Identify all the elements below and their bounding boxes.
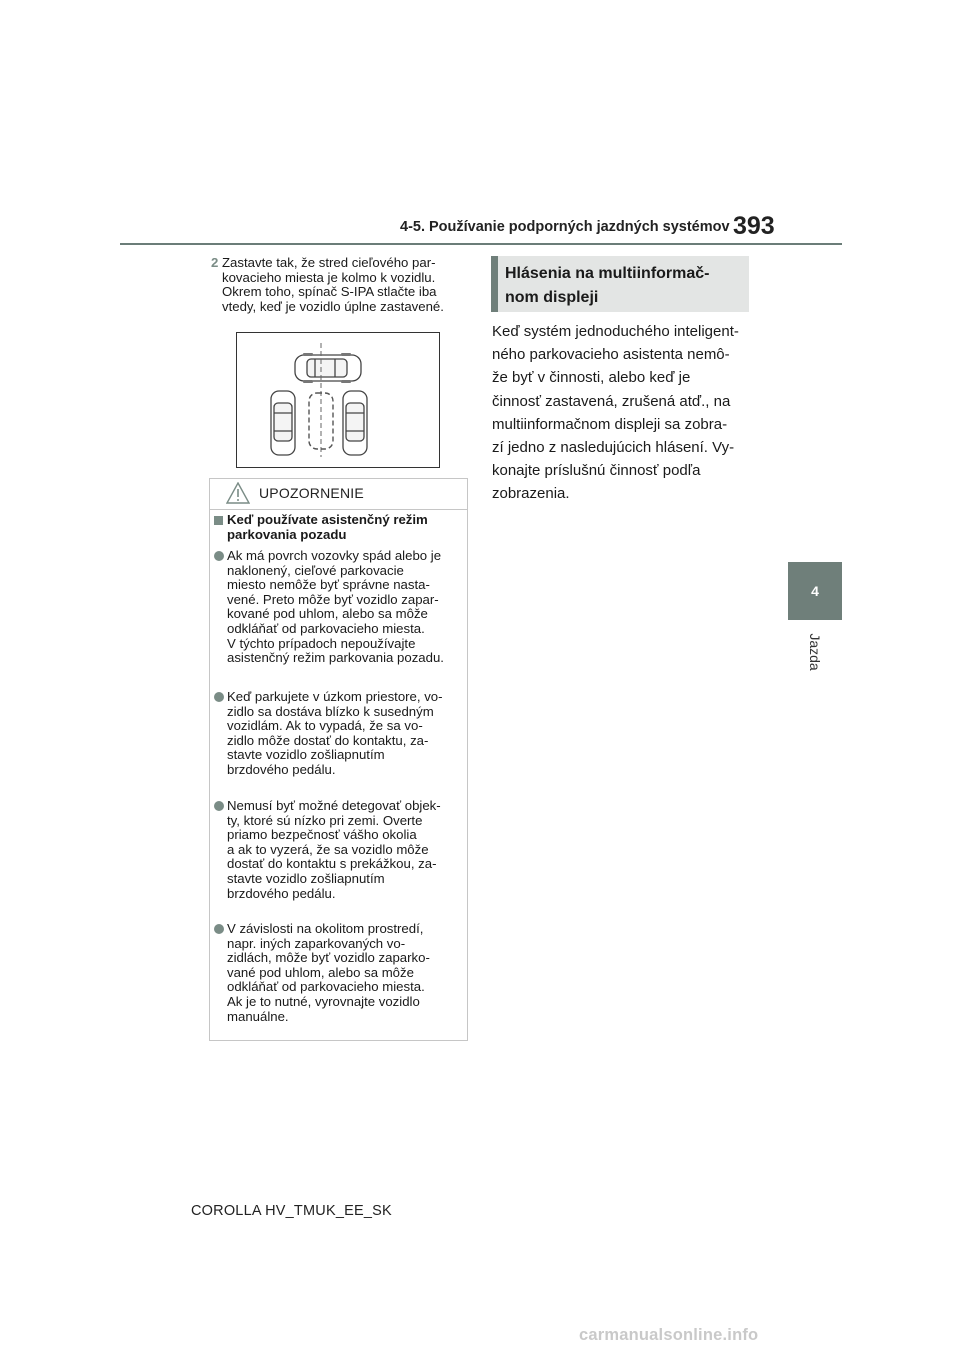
warning-divider	[210, 509, 467, 510]
subheading-line: Keď používate asistenčný režim	[227, 512, 428, 527]
bullet-line: brzdového pedálu.	[227, 885, 336, 901]
body-line: činnosť zastavená, zrušená atď., na	[492, 392, 731, 410]
parked-car-right-icon	[343, 391, 367, 455]
body-line: multiinformačnom displeji sa zobra-	[492, 415, 728, 433]
bullet-line: vané pod uhlom, alebo sa môže	[227, 964, 414, 980]
step-line: Okrem toho, spínač S-IPA stlačte iba	[222, 284, 437, 300]
parking-diagram-svg	[237, 333, 438, 466]
bullet-line: stavte vozidlo zošliapnutím	[227, 870, 385, 886]
header-rule	[120, 243, 842, 245]
body-line: zí jedno z nasledujúcich hlásení. Vy-	[492, 439, 735, 457]
own-car-icon	[295, 353, 361, 383]
step-line: Zastavte tak, že stred cieľového par-	[222, 255, 436, 270]
subheading-line: parkovania pozadu	[227, 526, 347, 542]
chapter-tab: 4	[788, 562, 842, 620]
section-heading	[505, 262, 745, 310]
bullet-line: miesto nemôže byť správne nasta-	[227, 577, 430, 593]
bullet-line: a ak to vyzerá, že sa vozidlo môže	[227, 841, 429, 857]
bullet-line: priamo bezpečnosť vášho okolia	[227, 827, 417, 843]
bullet-line: Ak je to nutné, vyrovnajte vozidlo	[227, 993, 420, 1009]
step-text	[222, 256, 477, 314]
body-line: zobrazenia.	[492, 485, 570, 503]
bullet-line: asistenčný režim parkovania pozadu.	[227, 650, 444, 666]
bullet-line: ty, ktoré sú nízko pri zemi. Overte	[227, 812, 423, 828]
step-line: vtedy, keď je vozidlo úplne zastavené.	[222, 298, 444, 314]
bullet-dot-icon	[214, 692, 224, 702]
bullet-line: vené. Preto môže byť vozidlo zapar-	[227, 591, 439, 607]
bullet-line: naklonený, cieľové parkovacie	[227, 562, 404, 578]
bullet-dot-icon	[214, 924, 224, 934]
parked-car-left-icon	[271, 391, 295, 455]
bullet-dot-icon	[214, 551, 224, 561]
bullet-line: kované pod uhlom, alebo sa môže	[227, 606, 428, 622]
bullet-line: manuálne.	[227, 1008, 289, 1024]
section-heading-line: Hlásenia na multiinformač-	[505, 265, 710, 282]
body-line: že byť v činnosti, alebo keď je	[492, 369, 691, 387]
parking-illustration	[236, 332, 440, 468]
square-bullet-icon	[214, 516, 223, 525]
bullet-dot-icon	[214, 801, 224, 811]
bullet-line: zidlo sa dostáva blízko k susedným	[227, 703, 434, 719]
warning-header	[210, 479, 467, 509]
bullet-line: V závislosti na okolitom prostredí,	[227, 921, 424, 936]
body-line: ného parkovacieho asistenta nemô-	[492, 346, 730, 364]
chapter-label	[788, 632, 842, 672]
bullet-line: stavte vozidlo zošliapnutím	[227, 747, 385, 763]
bullet-line: odkláňať od parkovacieho miesta.	[227, 620, 425, 636]
bullet-line: dostať do kontaktu s prekážkou, za-	[227, 856, 437, 872]
running-header-section: 4-5. Používanie podporných jazdných systémov	[400, 219, 730, 235]
bullet-line: napr. iných zaparkovaných vo-	[227, 935, 406, 951]
bullet-line: vozidlám. Ak to vypadá, že sa vo-	[227, 718, 423, 734]
bullet-line: zidlách, môže byť vozidlo zaparko-	[227, 950, 430, 966]
section-heading-box	[491, 256, 749, 312]
body-line: Keď systém jednoduchého inteligent-	[492, 323, 739, 340]
bullet-line: V týchto prípadoch nepoužívajte	[227, 635, 416, 651]
page-number: 393	[733, 212, 775, 240]
step-number: 2	[211, 255, 219, 270]
section-heading-bar	[491, 256, 498, 312]
document-code: COROLLA HV_TMUK_EE_SK	[191, 1203, 392, 1219]
chapter-label-text: Jazda	[807, 633, 823, 671]
section-body	[492, 320, 752, 506]
section-heading-line: nom displeji	[505, 289, 599, 306]
bullet-line: Ak má povrch vozovky spád alebo je	[227, 548, 442, 563]
step-line: kovacieho miesta je kolmo k vozidlu.	[222, 269, 436, 285]
warning-triangle-icon	[226, 482, 250, 504]
bullet-line: zidlo môže dostať do kontaktu, za-	[227, 732, 429, 748]
bullet-line: brzdového pedálu.	[227, 761, 336, 777]
warning-title: UPOZORNENIE	[259, 485, 364, 501]
bullet-line: Keď parkujete v úzkom priestore, vo-	[227, 689, 443, 704]
bullet-line: odkláňať od parkovacieho miesta.	[227, 979, 425, 995]
warning-box	[209, 478, 468, 1041]
watermark: carmanualsonline.info	[579, 1326, 759, 1344]
body-line: konajte príslušnú činnosť podľa	[492, 462, 701, 480]
bullet-line: Nemusí byť možné detegovať objek-	[227, 798, 441, 813]
